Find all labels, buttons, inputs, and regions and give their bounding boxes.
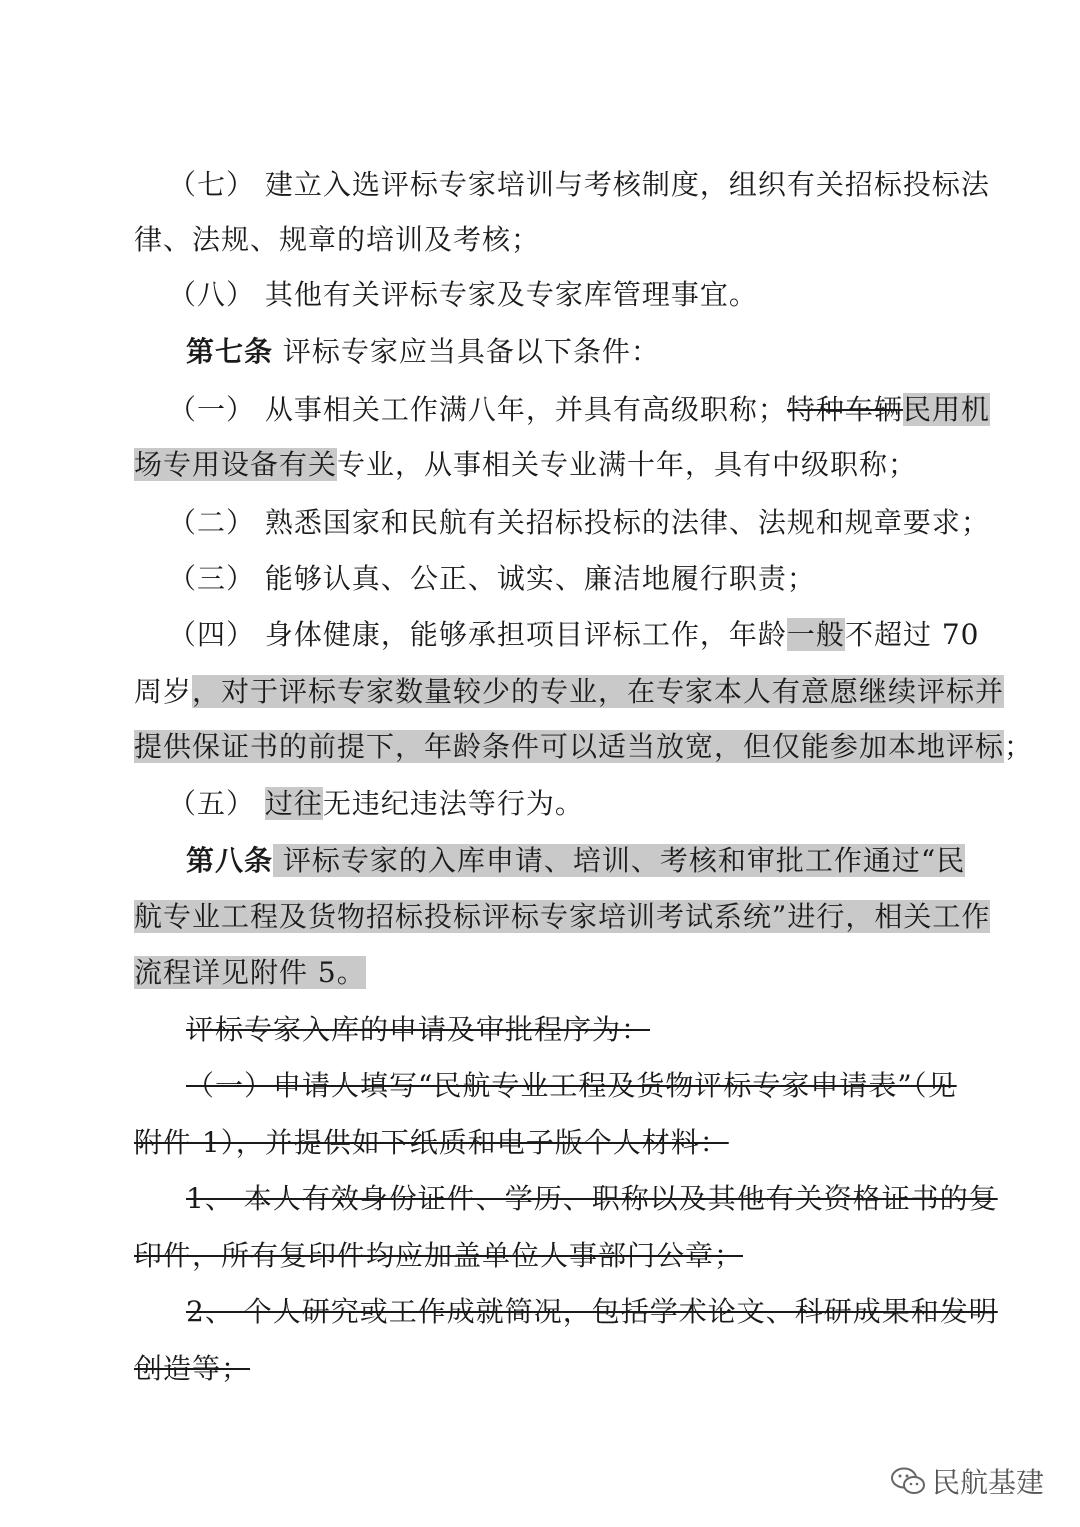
- inserted-text: 评标专家的入库申请、培训、考核和审批工作通过“民: [273, 844, 966, 877]
- wechat-icon: [890, 1466, 926, 1496]
- clause-text: 律、法规、规章的培训及考核；: [134, 223, 541, 256]
- deleted-text: 印件，所有复印件均应加盖单位人事部门公章；: [134, 1239, 744, 1272]
- clause-text: 建立入选评标专家培训与考核制度，组织有关招标投标法: [264, 168, 990, 201]
- clause-number: （一）: [168, 393, 265, 426]
- clause-7-line-1: [168, 158, 990, 212]
- clause-number: （八）: [168, 278, 265, 311]
- clause-7-line-2: [134, 213, 540, 267]
- deleted-item-1-line-2: [134, 1229, 743, 1283]
- deleted-item-1-line-1: [186, 1172, 998, 1226]
- inserted-text: 航专业工程及货物招标投标评标专家培训考试系统”进行，相关工作: [134, 900, 991, 933]
- deleted-item-2-line-2: [134, 1342, 250, 1396]
- clause-text: 从事相关工作满八年，并具有高级职称；: [264, 393, 787, 426]
- condition-1-line-1: [168, 383, 990, 437]
- article-8-line-2: [134, 890, 990, 944]
- clause-text: 能够认真、公正、诚实、廉洁地履行职责；: [264, 562, 816, 595]
- deleted-item-2-line-1: [186, 1285, 998, 1339]
- inserted-text: 一般: [786, 618, 845, 651]
- inserted-text: 民用机: [902, 393, 990, 426]
- condition-4-line-2: [134, 665, 1004, 719]
- article-number: 第八条: [186, 844, 274, 877]
- clause-text: 专业，从事相关专业满十年，具有中级职称；: [337, 448, 918, 481]
- article-number: 第七条: [186, 335, 274, 368]
- condition-2-line: [168, 496, 990, 550]
- clause-text: ；: [1004, 730, 1034, 763]
- clause-text: 周岁: [134, 675, 193, 708]
- clause-text: 其他有关评标专家及专家库管理事宜。: [264, 278, 758, 311]
- watermark-label: 民航基建: [931, 1466, 1044, 1499]
- deleted-text: 评标专家入库的申请及审批程序为：: [186, 1013, 651, 1046]
- condition-1-line-2: [134, 438, 917, 492]
- deleted-procedure-heading: [186, 1003, 650, 1057]
- clause-text: 熟悉国家和民航有关招标投标的法律、法规和规章要求；: [264, 506, 990, 539]
- article-8-heading: [186, 834, 965, 888]
- clause-8-line: [168, 268, 758, 322]
- clause-number: （二）: [168, 506, 265, 539]
- clause-number: （七）: [168, 168, 265, 201]
- clause-text: 不超过 70: [844, 618, 980, 651]
- deleted-step-1-line-1: [186, 1059, 957, 1113]
- article-text: 评标专家应当具备以下条件：: [273, 335, 660, 368]
- inserted-text: 提供保证书的前提下，年龄条件可以适当放宽，但仅能参加本地评标: [134, 730, 1005, 763]
- inserted-text: ，对于评标专家数量较少的专业，在专家本人有意愿继续评标并: [192, 675, 1005, 708]
- inserted-text: 场专用设备有关: [134, 448, 338, 481]
- clause-number: （三）: [168, 562, 265, 595]
- deleted-text: （一）申请人填写“民航专业工程及货物评标专家申请表”（见: [186, 1069, 957, 1102]
- clause-text: 身体健康，能够承担项目评标工作，年龄: [264, 618, 787, 651]
- clause-number: （五）: [168, 787, 265, 820]
- article-8-line-3: [134, 946, 366, 1000]
- condition-3-line: [168, 552, 816, 606]
- watermark: [890, 1461, 1044, 1501]
- condition-5-line: [168, 777, 584, 831]
- article-7-heading: [186, 325, 660, 379]
- condition-4-line-3: [134, 720, 1033, 774]
- inserted-text: 流程详见附件 5。: [134, 956, 366, 989]
- deleted-text: 1、 本人有效身份证件、学历、职称以及其他有关资格证书的复: [186, 1182, 998, 1215]
- deleted-text: 2、 个人研究或工作成就简况，包括学术论文、科研成果和发明: [186, 1295, 998, 1328]
- clause-number: （四）: [168, 618, 265, 651]
- deleted-text: 创造等；: [134, 1352, 251, 1385]
- condition-4-line-1: [168, 608, 979, 662]
- inserted-text: 过往: [264, 787, 323, 820]
- deleted-step-1-line-2: [134, 1116, 729, 1170]
- deleted-text: 附件 1），并提供如下纸质和电子版个人材料：: [134, 1126, 729, 1159]
- clause-text: 无违纪违法等行为。: [322, 787, 584, 820]
- deleted-text: 特种车辆: [786, 393, 903, 426]
